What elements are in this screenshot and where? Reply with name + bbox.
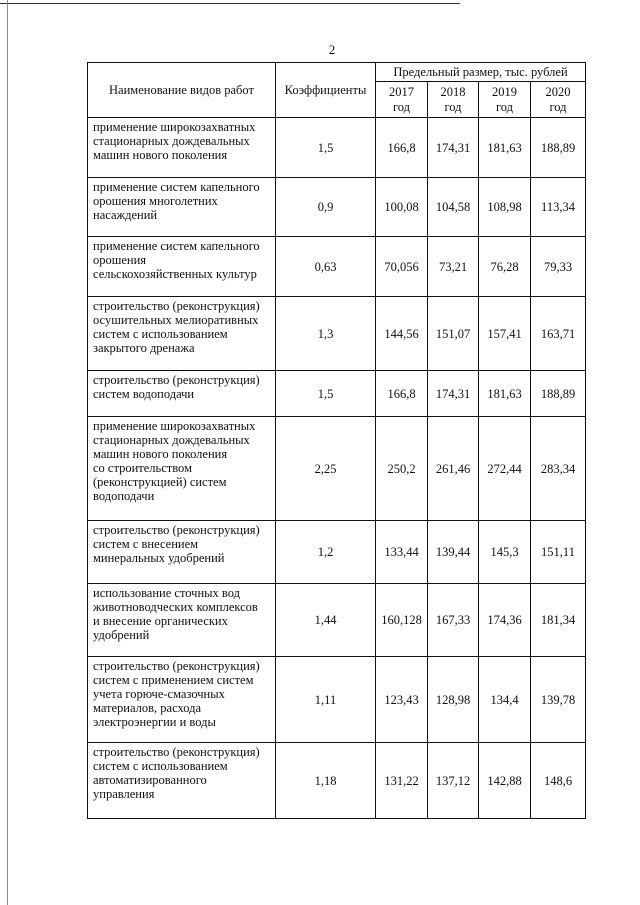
work-name-line: систем с внесением — [93, 537, 199, 551]
header-limit-title: Предельный размер, тыс. рублей — [376, 63, 586, 82]
header-row-top — [88, 63, 586, 82]
work-name-cell — [88, 371, 276, 417]
year-label: 2019 — [492, 84, 517, 99]
work-name-line: применение широкозахватных — [93, 419, 256, 433]
work-name-line: водоподачи — [93, 489, 155, 503]
limit-value-cell: 113,34 — [531, 178, 586, 237]
page-number: 2 — [328, 42, 336, 57]
work-name-line: применение систем капельного — [93, 239, 260, 253]
work-name-line: машин нового поколения — [93, 447, 228, 461]
table-row — [88, 178, 586, 237]
limit-value-cell: 272,44 — [479, 417, 531, 521]
table-row — [88, 118, 586, 178]
limit-value-cell: 128,98 — [428, 657, 479, 743]
work-name-line: систем с применением систем — [93, 673, 254, 687]
work-name-cell — [88, 584, 276, 657]
work-name-line: использование сточных вод — [93, 586, 240, 600]
limit-value-cell: 188,89 — [531, 118, 586, 178]
work-name-line: стационарных дождевальных — [93, 134, 250, 148]
coefficient-cell: 0,9 — [276, 178, 376, 237]
limit-value-cell: 166,8 — [376, 371, 428, 417]
limit-value-cell: 139,78 — [531, 657, 586, 743]
table-row — [88, 657, 586, 743]
limit-value-cell: 174,36 — [479, 584, 531, 657]
work-name-cell — [88, 118, 276, 178]
coefficient-cell: 0,63 — [276, 237, 376, 297]
limit-value-cell: 151,07 — [428, 297, 479, 371]
limit-value-cell: 145,3 — [479, 521, 531, 584]
year-label: 2020 — [545, 84, 571, 99]
limit-value-cell: 250,2 — [376, 417, 428, 521]
limit-value-cell: 167,33 — [428, 584, 479, 657]
limit-value-cell: 166,8 — [376, 118, 428, 178]
limit-value-cell: 131,22 — [376, 743, 428, 819]
limit-value-cell: 133,44 — [376, 521, 428, 584]
work-name-line: со строительством — [93, 461, 192, 475]
coefficient-cell: 1,5 — [276, 118, 376, 178]
work-name-line: удобрений — [93, 628, 150, 642]
limit-value-cell: 139,44 — [428, 521, 479, 584]
work-name-line: применение систем капельного — [93, 180, 260, 194]
limit-value-cell: 104,58 — [428, 178, 479, 237]
coefficient-cell: 1,18 — [276, 743, 376, 819]
work-name-line: закрытого дренажа — [93, 341, 195, 355]
year-label: 2018 — [440, 84, 466, 99]
year-unit: год — [444, 99, 462, 114]
work-name-cell — [88, 521, 276, 584]
year-unit: год — [549, 99, 567, 114]
work-name-line: систем с использованием — [93, 759, 228, 773]
coefficient-cell: 1,5 — [276, 371, 376, 417]
limit-value-cell: 261,46 — [428, 417, 479, 521]
work-name-line: (реконструкцией) систем — [93, 475, 227, 489]
limit-value-cell: 100,08 — [376, 178, 428, 237]
work-name-line: электроэнергии и воды — [93, 715, 216, 729]
work-name-line: машин нового поколения — [93, 148, 228, 162]
limit-value-cell: 108,98 — [479, 178, 531, 237]
limit-value-cell: 144,56 — [376, 297, 428, 371]
coefficient-cell: 1,11 — [276, 657, 376, 743]
table-row — [88, 297, 586, 371]
work-name-line: стационарных дождевальных — [93, 433, 250, 447]
work-name-line: строительство (реконструкция) — [93, 745, 260, 759]
table-row — [88, 417, 586, 521]
work-name-line: автоматизированного — [93, 773, 207, 787]
work-name-cell — [88, 417, 276, 521]
works-table-body — [88, 63, 586, 819]
table-row — [88, 237, 586, 297]
limit-value-cell: 151,11 — [531, 521, 586, 584]
work-name-line: строительство (реконструкция) — [93, 523, 260, 537]
limit-value-cell: 148,6 — [531, 743, 586, 819]
limit-value-cell: 181,63 — [479, 371, 531, 417]
work-name-cell — [88, 297, 276, 371]
work-name-line: сельскохозяйственных культур — [93, 267, 257, 281]
scan-margin-line — [7, 0, 8, 905]
coefficient-cell: 1,44 — [276, 584, 376, 657]
work-name-cell — [88, 178, 276, 237]
header-year-2020 — [531, 82, 586, 118]
work-name-line: насаждений — [93, 208, 158, 222]
table-row — [88, 521, 586, 584]
work-name-cell — [88, 237, 276, 297]
works-table — [87, 62, 586, 819]
limit-value-cell: 123,43 — [376, 657, 428, 743]
coefficient-cell: 1,3 — [276, 297, 376, 371]
work-name-line: орошения многолетних — [93, 194, 218, 208]
limit-value-cell: 174,31 — [428, 118, 479, 178]
limit-value-cell: 79,33 — [531, 237, 586, 297]
work-name-line: орошения — [93, 253, 147, 267]
work-name-line: животноводческих комплексов — [93, 600, 258, 614]
work-name-line: строительство (реконструкция) — [93, 659, 260, 673]
work-name-line: минеральных удобрений — [93, 551, 225, 565]
limit-value-cell: 163,71 — [531, 297, 586, 371]
work-name-line: систем с использованием — [93, 327, 228, 341]
limit-value-cell: 70,056 — [376, 237, 428, 297]
header-year-2017 — [376, 82, 428, 118]
limit-value-cell: 137,12 — [428, 743, 479, 819]
work-name-line: осушительных мелиоративных — [93, 313, 259, 327]
limit-value-cell: 181,63 — [479, 118, 531, 178]
work-name-line: строительство (реконструкция) — [93, 299, 260, 313]
limit-value-cell: 181,34 — [531, 584, 586, 657]
year-unit: год — [392, 99, 411, 114]
scan-edge-line — [0, 3, 460, 4]
header-year-2019 — [479, 82, 531, 118]
limit-value-cell: 157,41 — [479, 297, 531, 371]
work-name-line: строительство (реконструкция) — [93, 373, 260, 387]
limit-value-cell: 134,4 — [479, 657, 531, 743]
work-name-line: систем водоподачи — [93, 387, 195, 401]
limit-value-cell: 142,88 — [479, 743, 531, 819]
limit-value-cell: 73,21 — [428, 237, 479, 297]
limit-value-cell: 76,28 — [479, 237, 531, 297]
work-name-cell — [88, 743, 276, 819]
header-year-2018 — [428, 82, 479, 118]
year-unit: год — [495, 99, 514, 114]
table-row — [88, 371, 586, 417]
work-name-line: и внесение органических — [93, 614, 228, 628]
coefficient-cell: 2,25 — [276, 417, 376, 521]
work-name-cell — [88, 657, 276, 743]
work-name-line: учета горюче-смазочных — [93, 687, 225, 701]
table-row — [88, 584, 586, 657]
coefficient-cell: 1,2 — [276, 521, 376, 584]
work-name-line: применение широкозахватных — [93, 120, 256, 134]
limit-value-cell: 160,128 — [376, 584, 428, 657]
limit-value-cell: 188,89 — [531, 371, 586, 417]
header-name-col: Наименование видов работ — [88, 63, 276, 118]
header-coef-col: Коэффициенты — [276, 63, 376, 118]
work-name-line: материалов, расхода — [93, 701, 202, 715]
table-row — [88, 743, 586, 819]
limit-value-cell: 283,34 — [531, 417, 586, 521]
year-label: 2017 — [389, 84, 414, 99]
work-name-line: управления — [93, 787, 155, 801]
limit-value-cell: 174,31 — [428, 371, 479, 417]
